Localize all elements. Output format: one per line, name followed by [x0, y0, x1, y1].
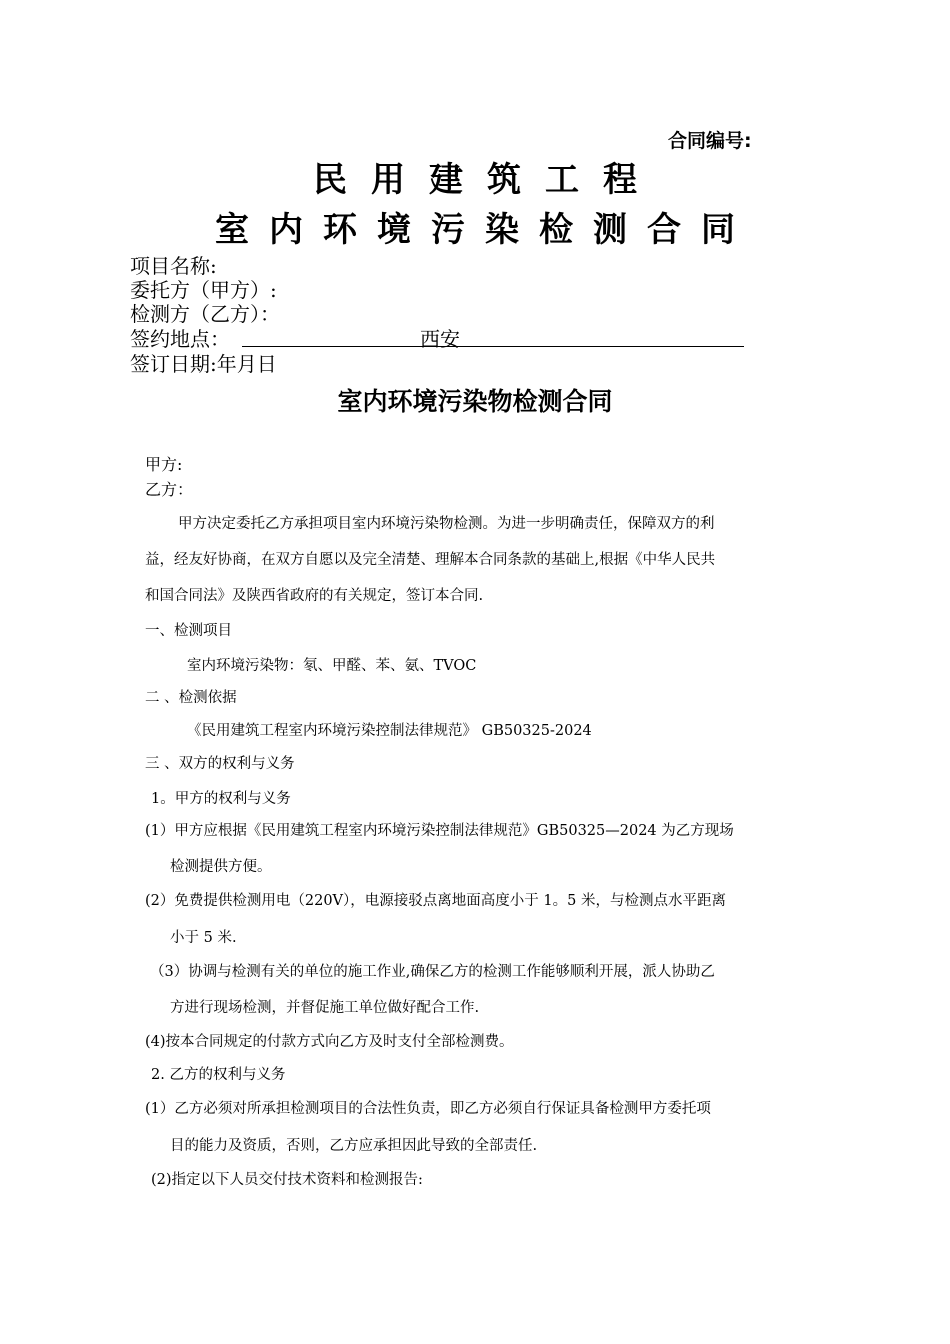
section-1-item: 室内环境污染物：氡、甲醛、苯、氨、TVOC — [187, 658, 477, 674]
preamble-line-3: 和国合同法》及陕西省政府的有关规定，签订本合同. — [145, 588, 484, 604]
preamble-line-2: 益，经友好协商，在双方自愿以及完全清楚、理解本合同条款的基础上,根据《中华人民共 — [145, 552, 716, 568]
party-b-clause-2: (2)指定以下人员交付技术资料和检测报告: — [151, 1172, 423, 1188]
party-a-clause-2-cont: 小于 5 米. — [170, 930, 237, 946]
section-2-item: 《民用建筑工程室内环境污染控制法律规范》 GB50325-2024 — [187, 723, 592, 739]
client-field: 委托方（甲方）: — [130, 278, 277, 302]
party-b-clause-1-cont: 目的能力及资质，否则，乙方应承担因此导致的全部责任. — [170, 1138, 538, 1154]
sign-place-underline — [242, 346, 744, 347]
document-title-line-2: 室内环境污染检测合同 — [215, 210, 755, 250]
sign-place-value: 西安 — [420, 327, 460, 351]
party-a-clause-3-cont: 方进行现场检测，并督促施工单位做好配合工作. — [170, 1000, 480, 1016]
document-title-line-1: 民用建筑工程 — [313, 160, 661, 200]
contract-number-label: 合同编号: — [668, 130, 752, 152]
party-a-clause-3: （3）协调与检测有关的单位的施工作业,确保乙方的检测工作能够顺利开展，派人协助乙 — [150, 964, 715, 980]
party-a-clause-2: (2）免费提供检测用电（220V），电源接驳点离地面高度小于 1。5 米，与检测点水平距离 — [145, 893, 726, 909]
sign-place-label: 签约地点： — [130, 327, 230, 351]
party-b-label: 乙方： — [145, 480, 194, 499]
section-2-heading: 二 、检测依据 — [145, 690, 237, 706]
contract-subtitle: 室内环境污染物检测合同 — [337, 387, 613, 416]
tester-field: 检测方（乙方）： — [130, 302, 280, 326]
section-1-heading: 一、检测项目 — [145, 623, 232, 639]
party-b-duties-heading: 2. 乙方的权利与义务 — [151, 1067, 286, 1083]
project-name-field: 项目名称: — [130, 254, 217, 278]
party-a-duties-heading: 1。甲方的权利与义务 — [151, 791, 291, 807]
party-a-clause-4: (4)按本合同规定的付款方式向乙方及时支付全部检测费。 — [145, 1034, 514, 1050]
party-a-clause-1: (1）甲方应根据《民用建筑工程室内环境污染控制法律规范》GB50325—2024 为乙方现场 — [145, 823, 734, 839]
party-b-clause-1: (1）乙方必须对所承担检测项目的合法性负责，即乙方必须自行保证具备检测甲方委托项 — [145, 1101, 711, 1117]
sign-date-field: 签订日期:年月日 — [130, 352, 277, 376]
party-a-clause-1-cont: 检测提供方便。 — [170, 859, 272, 875]
preamble-line-1: 甲方决定委托乙方承担项目室内环境污染物检测。为进一步明确责任，保障双方的利 — [178, 516, 715, 532]
party-a-label: 甲方: — [145, 455, 183, 474]
section-3-heading: 三 、双方的权利与义务 — [145, 756, 295, 772]
